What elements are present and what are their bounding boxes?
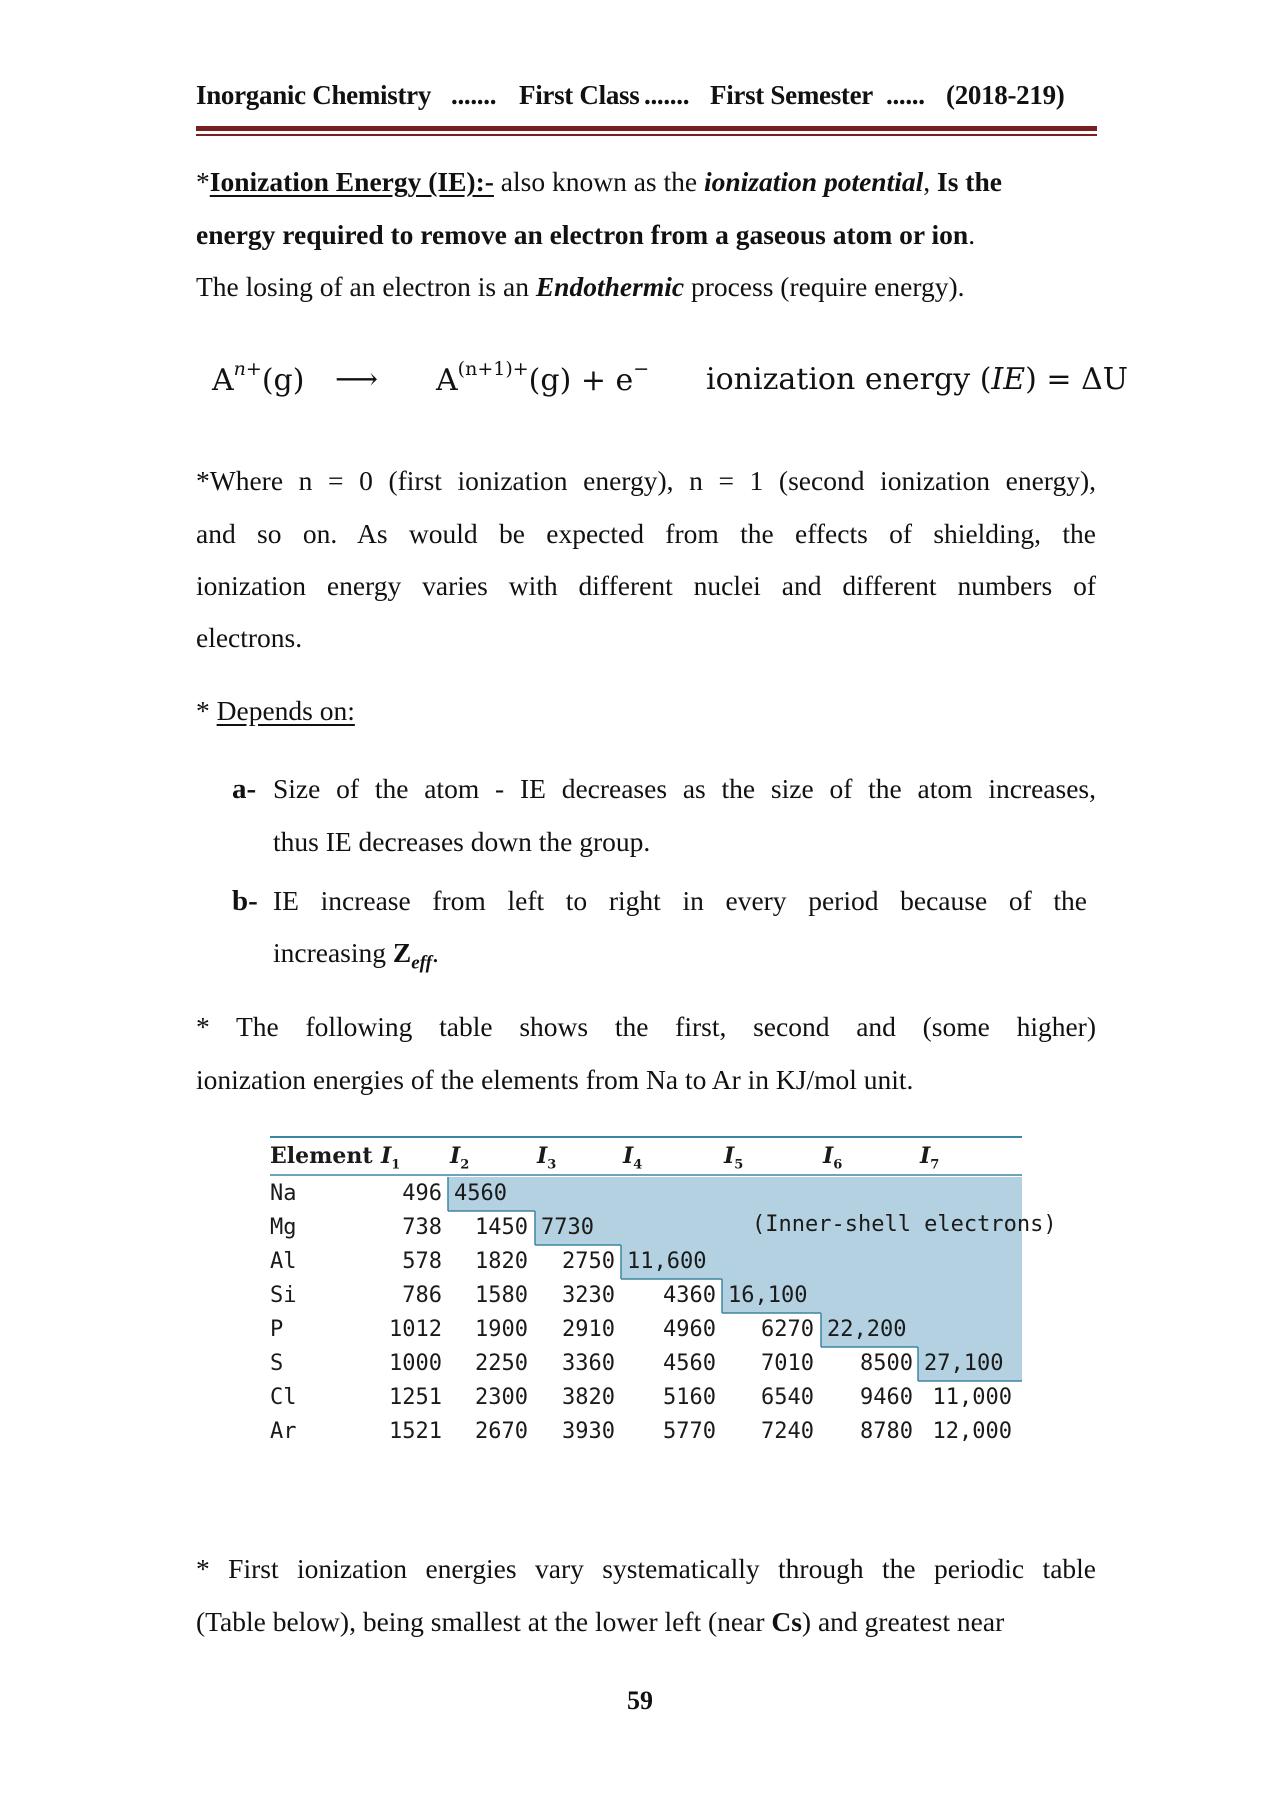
table-row-element: Cl xyxy=(270,1385,297,1410)
table-cell: 11,000 xyxy=(932,1385,1012,1410)
where-line-4: electrons. xyxy=(196,622,303,653)
table-header-i5: $I_5$ xyxy=(724,1143,744,1173)
header-dots: ....... xyxy=(644,80,690,110)
inner-shell-label: (Inner-shell electrons) xyxy=(752,1212,1057,1237)
table-row-element: P xyxy=(270,1317,284,1342)
table-cell: 1251 xyxy=(389,1385,442,1410)
table-header-i6: $I_6$ xyxy=(823,1143,843,1173)
ie-term: Ionization Energy (IE):- xyxy=(209,166,494,197)
endothermic-term: Endothermic xyxy=(535,271,685,302)
header-class: First Class xyxy=(519,80,640,110)
ie-definition: energy required to remove an electron from a gaseous atom or ion xyxy=(196,219,969,250)
table-cell: 9460 xyxy=(860,1385,913,1410)
table-cell: 1000 xyxy=(389,1351,442,1376)
page-header xyxy=(196,80,1096,120)
table-row-element: Ar xyxy=(270,1419,297,1444)
table-cell: 2300 xyxy=(475,1385,528,1410)
table-intro-line-2: ionization energies of the elements from Na to Ar in KJ/mol unit. xyxy=(196,1064,914,1095)
where-line-3: ionization energy varies with different nuclei and different numbers of xyxy=(196,570,1096,601)
table-cell: 4560 xyxy=(454,1181,507,1206)
equation-reactant: $A^{n+}(g)$ xyxy=(212,358,305,398)
table-cell: 2670 xyxy=(475,1419,528,1444)
page-number: 59 xyxy=(627,1686,653,1715)
table-cell: 1450 xyxy=(475,1215,528,1240)
table-row-element: Mg xyxy=(270,1215,297,1240)
table-cell: 3230 xyxy=(562,1283,615,1308)
table-row-element: Na xyxy=(270,1181,297,1206)
table-header-i4: $I_4$ xyxy=(623,1143,643,1173)
closing-line-2: (Table below), being smallest at the lower left (near Cs) and greatest near xyxy=(196,1606,1005,1637)
table-intro-line-1: * The following table shows the first, second and (some higher) xyxy=(196,1011,1096,1042)
list-item-a-line-2: thus IE decreases down the group. xyxy=(273,826,651,857)
table-cell: 12,000 xyxy=(932,1419,1012,1444)
header-rule-thick xyxy=(196,126,1097,131)
list-marker-a: a- xyxy=(232,773,257,805)
inner-shell-shade xyxy=(448,1177,1022,1211)
header-dots: ....... xyxy=(451,80,497,110)
table-header-i1: $I_1$ xyxy=(381,1143,401,1173)
table-cell: 11,600 xyxy=(627,1249,707,1274)
ionization-energy-table xyxy=(270,1135,1057,1450)
depends-heading: * Depends on: xyxy=(196,695,355,726)
table-cell: 16,100 xyxy=(728,1283,808,1308)
table-cell: 6540 xyxy=(761,1385,814,1410)
list-item-a-line-1: Size of the atom - IE decreases as the size of the atom increases, xyxy=(273,773,1096,804)
ionization-potential: ionization potential xyxy=(703,166,924,197)
table-cell: 8780 xyxy=(860,1419,913,1444)
table-row-element: S xyxy=(270,1351,284,1376)
table-row-element: Al xyxy=(270,1249,297,1274)
equation-label: ionization energy (IE) = ΔU xyxy=(706,362,1129,397)
table-header-i7: $I_7$ xyxy=(920,1143,940,1173)
where-line-1: *Where n = 0 (first ionization energy), n = 1 (second ionization energy), xyxy=(196,465,1096,496)
table-row-element: Si xyxy=(270,1283,297,1308)
table-cell: 7240 xyxy=(761,1419,814,1444)
table-cell: 27,100 xyxy=(924,1351,1004,1376)
intro-line-1: *Ionization Energy (IE):- also known as the ionization potential, Is the xyxy=(196,166,1002,197)
table-cell: 22,200 xyxy=(827,1317,907,1342)
table-cell: 1580 xyxy=(475,1283,528,1308)
equation-product: $A^{(n+1)+}(g) + e^-$ xyxy=(436,358,650,398)
table-cell: 738 xyxy=(402,1215,442,1240)
header-subject: Inorganic Chemistry xyxy=(196,80,432,110)
table-cell: 7010 xyxy=(761,1351,814,1376)
table-header-i2: $I_2$ xyxy=(450,1143,470,1173)
table-cell: 3930 xyxy=(562,1419,615,1444)
intro-line-2: energy required to remove an electron from a gaseous atom or ion. xyxy=(196,219,976,250)
where-line-2: and so on. As would be expected from the effects of shielding, the xyxy=(196,518,1096,549)
header-rule-thin xyxy=(196,134,1097,136)
table-header-element: Element xyxy=(270,1143,373,1169)
list-item-b-line-1: IE increase from left to right in every period because of the xyxy=(273,885,1087,916)
table-cell: 8500 xyxy=(860,1351,913,1376)
table-cell: 5770 xyxy=(663,1419,716,1444)
header-semester: First Semester xyxy=(710,80,873,110)
list-marker-b: b- xyxy=(232,885,258,917)
header-dots: ...... xyxy=(886,80,925,110)
table-cell: 1012 xyxy=(389,1317,442,1342)
table-cell: 2910 xyxy=(562,1317,615,1342)
table-cell: 5160 xyxy=(663,1385,716,1410)
table-cell: 4960 xyxy=(663,1317,716,1342)
table-cell: 496 xyxy=(402,1181,442,1206)
table-cell: 1521 xyxy=(389,1419,442,1444)
table-cell: 3360 xyxy=(562,1351,615,1376)
table-cell: 2250 xyxy=(475,1351,528,1376)
table-cell: 3820 xyxy=(562,1385,615,1410)
table-cell: 4560 xyxy=(663,1351,716,1376)
table-cell: 7730 xyxy=(541,1215,594,1240)
table-cell: 1820 xyxy=(475,1249,528,1274)
list-item-b-line-2: increasing $Z_{eff}$. xyxy=(273,937,439,974)
closing-line-1: * First ionization energies vary systematically through the periodic table xyxy=(196,1553,1096,1584)
equation-arrow: ⟶ xyxy=(335,362,379,397)
intro-line-3: The losing of an electron is an Endothermic process (require energy). xyxy=(196,271,965,302)
header-year: (2018-219) xyxy=(946,80,1065,110)
table-cell: 6270 xyxy=(761,1317,814,1342)
table-cell: 4360 xyxy=(663,1283,716,1308)
table-cell: 2750 xyxy=(562,1249,615,1274)
table-cell: 786 xyxy=(402,1283,442,1308)
table-cell: 1900 xyxy=(475,1317,528,1342)
zeff: Z xyxy=(392,937,412,968)
table-cell: 578 xyxy=(402,1249,442,1274)
table-header-i3: $I_3$ xyxy=(537,1143,557,1173)
